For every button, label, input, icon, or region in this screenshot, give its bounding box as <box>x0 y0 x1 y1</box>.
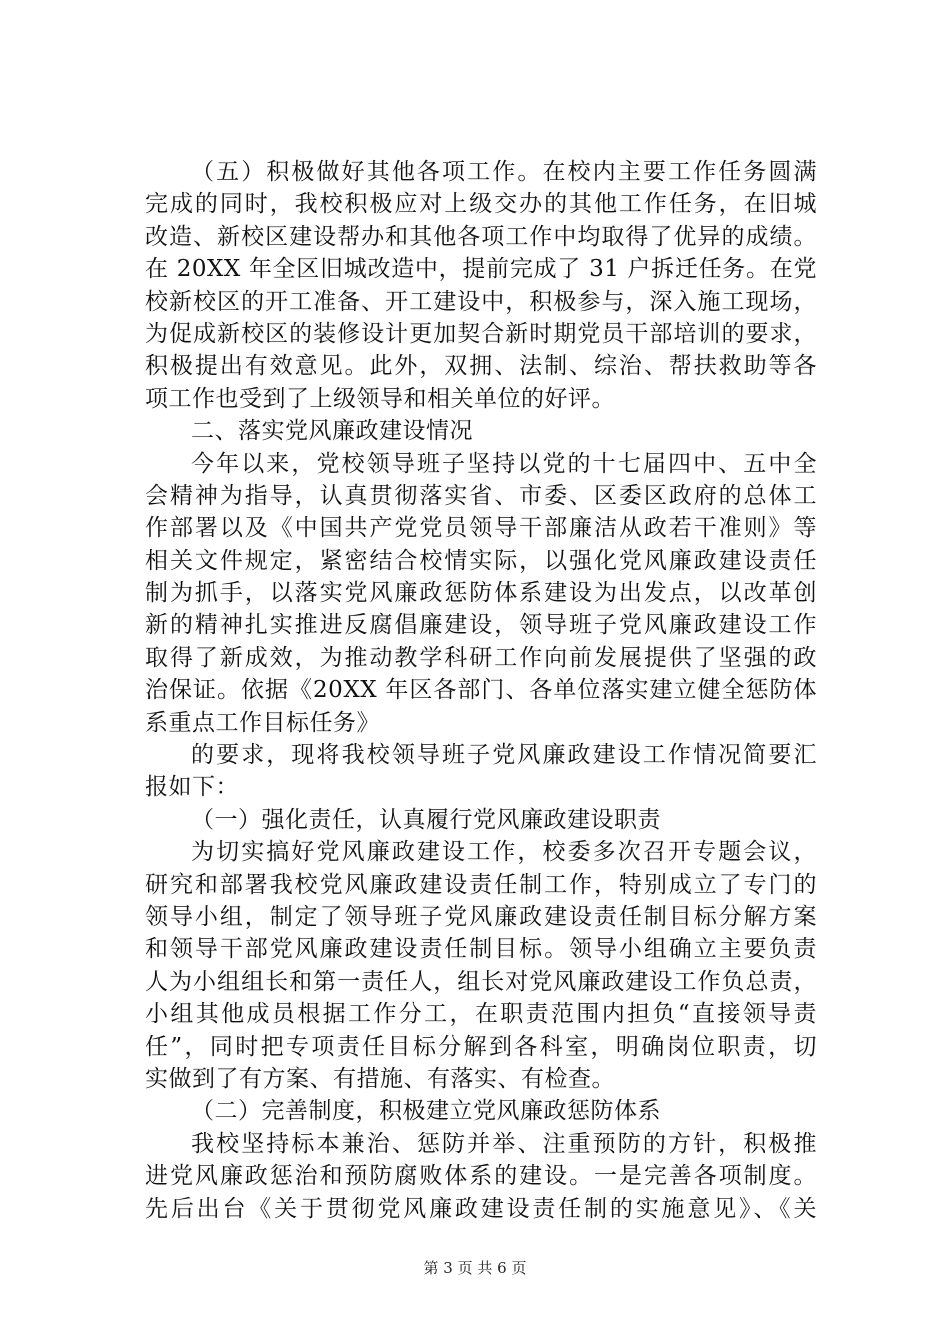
page-footer: 第 3 页 共 6 页 <box>423 1259 527 1277</box>
text-line: 小组其他成员根据工作分工，在职责范围内担负“直接领导责 <box>145 1001 817 1028</box>
text-line: 治保证。依据《20XX 年区各部门、各单位落实建立健全惩防体 <box>145 677 817 704</box>
text-line: 校新校区的开工准备、开工建设中，积极参与，深入施工现场， <box>145 288 817 315</box>
text-line: （二）完善制度，积极建立党风廉政惩防体系 <box>191 1098 661 1125</box>
text-line: 任”，同时把专项责任目标分解到各科室，明确岗位职责，切 <box>145 1033 817 1060</box>
text-line: 在 20XX 年全区旧城改造中，提前完成了 31 户拆迁任务。在党 <box>145 256 817 283</box>
text-line: （一）强化责任，认真履行党风廉政建设职责 <box>191 806 661 833</box>
text-line: 系重点工作目标任务》 <box>145 709 380 736</box>
text-line: 取得了新成效，为推动教学科研工作向前发展提供了坚强的政 <box>145 644 817 671</box>
text-line: 研究和部署我校党风廉政建设责任制工作，特别成立了专门的 <box>145 871 817 898</box>
text-line: 报如下： <box>145 774 239 801</box>
document-body <box>145 156 817 1225</box>
text-line: 今年以来，党校领导班子坚持以党的十七届四中、五中全 <box>191 450 817 477</box>
text-line: 进党风廉政惩治和预防腐败体系的建设。一是完善各项制度。 <box>145 1163 817 1190</box>
text-line: 完成的同时，我校积极应对上级交办的其他工作任务，在旧城 <box>145 191 817 218</box>
text-line: 领导小组，制定了领导班子党风廉政建设责任制目标分解方案 <box>145 903 817 930</box>
text-line: 为促成新校区的装修设计更加契合新时期党员干部培训的要求， <box>145 320 817 347</box>
text-line: （五）积极做好其他各项工作。在校内主要工作任务圆满 <box>191 159 817 185</box>
text-line: 实做到了有方案、有措施、有落实、有检查。 <box>145 1065 615 1092</box>
text-line: 我校坚持标本兼治、惩防并举、注重预防的方针，积极推 <box>191 1130 817 1157</box>
text-line: 为切实搞好党风廉政建设工作，校委多次召开专题会议， <box>191 839 817 866</box>
text-line: 相关文件规定，紧密结合校情实际，以强化党风廉政建设责任 <box>145 547 817 574</box>
text-line: 二、落实党风廉政建设情况 <box>191 418 473 445</box>
text-line: 改造、新校区建设帮办和其他各项工作中均取得了优异的成绩。 <box>145 223 817 250</box>
text-line: 作部署以及《中国共产党党员领导干部廉洁从政若干准则》等 <box>145 515 817 542</box>
text-line: 积极提出有效意见。此外，双拥、法制、综治、帮扶救助等各 <box>145 353 817 380</box>
text-line: 先后出台《关于贯彻党风廉政建设责任制的实施意见》、《关 <box>145 1195 817 1222</box>
text-line: 人为小组组长和第一责任人，组长对党风廉政建设工作负总责， <box>145 968 817 995</box>
text-line: 项工作也受到了上级领导和相关单位的好评。 <box>145 385 615 412</box>
text-line: 制为抓手，以落实党风廉政惩防体系建设为出发点，以改革创 <box>145 580 817 607</box>
text-line: 和领导干部党风廉政建设责任制目标。领导小组确立主要负责 <box>145 936 817 963</box>
text-line: 会精神为指导，认真贯彻落实省、市委、区委区政府的总体工 <box>145 482 817 509</box>
text-line: 的要求，现将我校领导班子党风廉政建设工作情况简要汇 <box>191 742 817 769</box>
text-line: 新的精神扎实推进反腐倡廉建设，领导班子党风廉政建设工作 <box>145 612 817 639</box>
